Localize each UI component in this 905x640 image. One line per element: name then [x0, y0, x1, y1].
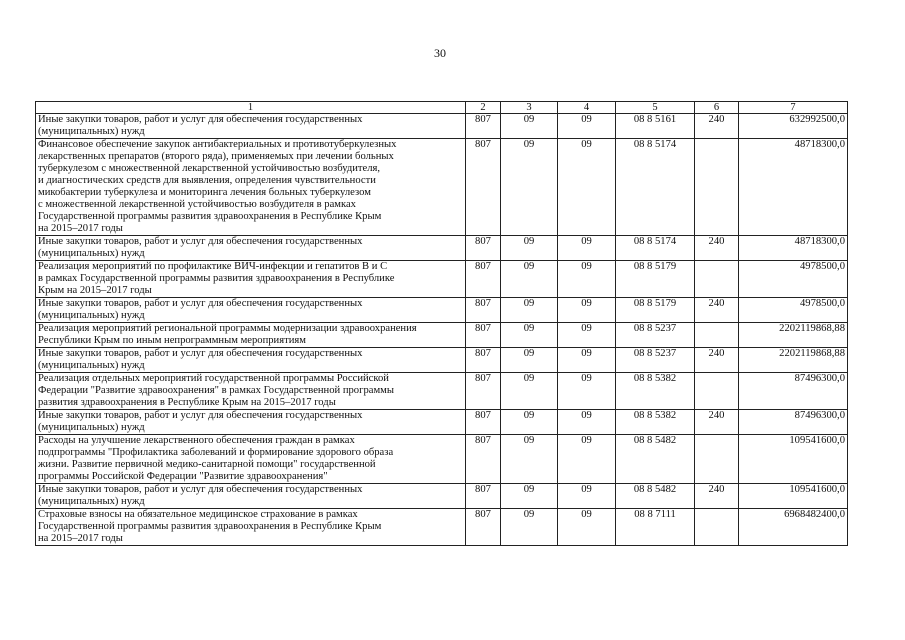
cell-ministry-code: 807 [466, 298, 501, 323]
cell-expense-type: 240 [695, 114, 739, 139]
cell-target-article: 08 8 5382 [616, 373, 695, 410]
cell-description: Страховые взносы на обязательное медицинское страхование в рамках Государственной программы развития здравоохранения в Республике Крым на 2015–2017 годы [36, 509, 466, 546]
cell-section-code: 09 [501, 114, 558, 139]
cell-amount: 632992500,0 [739, 114, 848, 139]
cell-subsection-code: 09 [558, 348, 616, 373]
cell-section-code: 09 [501, 348, 558, 373]
cell-subsection-code: 09 [558, 435, 616, 484]
cell-description: Реализация мероприятий региональной программы модернизации здравоохранения Республики Крым по иным непрограммным мероприятиям [36, 323, 466, 348]
cell-description: Реализация мероприятий по профилактике ВИЧ-инфекции и гепатитов В и С в рамках Государственной программы развития здравоохранения в Республике Крым на 2015–2017 годы [36, 261, 466, 298]
table-row [36, 373, 848, 410]
cell-target-article: 08 8 5161 [616, 114, 695, 139]
cell-subsection-code: 09 [558, 509, 616, 546]
cell-ministry-code: 807 [466, 435, 501, 484]
cell-section-code: 09 [501, 484, 558, 509]
cell-target-article: 08 8 7111 [616, 509, 695, 546]
cell-ministry-code: 807 [466, 509, 501, 546]
cell-amount: 2202119868,88 [739, 323, 848, 348]
header-col-6: 6 [695, 102, 739, 114]
cell-target-article: 08 8 5174 [616, 139, 695, 236]
budget-table [35, 101, 848, 546]
table-row [36, 139, 848, 236]
cell-description: Иные закупки товаров, работ и услуг для обеспечения государственных (муниципальных) нужд [36, 114, 466, 139]
header-col-1: 1 [36, 102, 466, 114]
cell-amount: 109541600,0 [739, 484, 848, 509]
table-row [36, 509, 848, 546]
cell-section-code: 09 [501, 298, 558, 323]
cell-section-code: 09 [501, 236, 558, 261]
cell-description: Реализация отдельных мероприятий государственной программы Российской Федерации "Развитие здравоохранения" в рамках Государственной программы развития здравоохранения в Республике Крым на 2015–2017 годы [36, 373, 466, 410]
cell-subsection-code: 09 [558, 298, 616, 323]
cell-description: Расходы на улучшение лекарственного обеспечения граждан в рамках подпрограммы "Профилактика заболеваний и формирование здорового образа жизни. Развитие первичной медико-санитарной помощи" государственной программы Российской Федерации "Развитие здравоохранения" [36, 435, 466, 484]
header-col-3: 3 [501, 102, 558, 114]
cell-expense-type [695, 323, 739, 348]
cell-target-article: 08 8 5174 [616, 236, 695, 261]
cell-amount: 48718300,0 [739, 139, 848, 236]
cell-description: Иные закупки товаров, работ и услуг для обеспечения государственных (муниципальных) нужд [36, 484, 466, 509]
cell-section-code: 09 [501, 410, 558, 435]
page-number: 30 [434, 46, 446, 60]
cell-expense-type [695, 373, 739, 410]
cell-section-code: 09 [501, 435, 558, 484]
cell-subsection-code: 09 [558, 114, 616, 139]
cell-ministry-code: 807 [466, 261, 501, 298]
cell-description: Иные закупки товаров, работ и услуг для обеспечения государственных (муниципальных) нужд [36, 348, 466, 373]
cell-expense-type: 240 [695, 298, 739, 323]
table-body [36, 114, 848, 546]
cell-description: Финансовое обеспечение закупок антибактериальных и противотуберкулезных лекарственных препаратов (второго ряда), применяемых при лечении больных туберкулезом с множественной лекарственной устойчивостью возбудителя, и диагностических средств для выявления, определения чувствительности микобактерии туберкулеза и мониторинга лечения больных туберкулезом с множественной лекарственной устойчивостью возбудителя в рамках Государственной программы развития здравоохранения в Республике Крым на 2015–2017 годы [36, 139, 466, 236]
table-row [36, 323, 848, 348]
cell-ministry-code: 807 [466, 323, 501, 348]
cell-section-code: 09 [501, 323, 558, 348]
header-col-4: 4 [558, 102, 616, 114]
table-row [36, 435, 848, 484]
cell-amount: 109541600,0 [739, 435, 848, 484]
header-col-7: 7 [739, 102, 848, 114]
cell-amount: 48718300,0 [739, 236, 848, 261]
cell-expense-type [695, 261, 739, 298]
table-row [36, 298, 848, 323]
cell-ministry-code: 807 [466, 348, 501, 373]
header-col-2: 2 [466, 102, 501, 114]
table-row [36, 114, 848, 139]
cell-subsection-code: 09 [558, 261, 616, 298]
cell-description: Иные закупки товаров, работ и услуг для обеспечения государственных (муниципальных) нужд [36, 298, 466, 323]
cell-section-code: 09 [501, 261, 558, 298]
cell-target-article: 08 8 5482 [616, 484, 695, 509]
cell-ministry-code: 807 [466, 114, 501, 139]
cell-description: Иные закупки товаров, работ и услуг для обеспечения государственных (муниципальных) нужд [36, 236, 466, 261]
cell-subsection-code: 09 [558, 323, 616, 348]
cell-section-code: 09 [501, 509, 558, 546]
cell-target-article: 08 8 5237 [616, 323, 695, 348]
cell-subsection-code: 09 [558, 484, 616, 509]
cell-amount: 87496300,0 [739, 373, 848, 410]
cell-description: Иные закупки товаров, работ и услуг для обеспечения государственных (муниципальных) нужд [36, 410, 466, 435]
header-row [36, 102, 848, 114]
cell-subsection-code: 09 [558, 236, 616, 261]
cell-ministry-code: 807 [466, 236, 501, 261]
cell-expense-type: 240 [695, 348, 739, 373]
cell-amount: 4978500,0 [739, 298, 848, 323]
cell-ministry-code: 807 [466, 139, 501, 236]
cell-expense-type: 240 [695, 236, 739, 261]
table-row [36, 236, 848, 261]
cell-expense-type [695, 139, 739, 236]
table-row [36, 410, 848, 435]
cell-target-article: 08 8 5482 [616, 435, 695, 484]
cell-ministry-code: 807 [466, 410, 501, 435]
cell-target-article: 08 8 5382 [616, 410, 695, 435]
cell-expense-type: 240 [695, 484, 739, 509]
cell-expense-type: 240 [695, 410, 739, 435]
cell-target-article: 08 8 5179 [616, 298, 695, 323]
cell-amount: 2202119868,88 [739, 348, 848, 373]
header-col-5: 5 [616, 102, 695, 114]
cell-target-article: 08 8 5237 [616, 348, 695, 373]
cell-amount: 6968482400,0 [739, 509, 848, 546]
cell-amount: 87496300,0 [739, 410, 848, 435]
cell-amount: 4978500,0 [739, 261, 848, 298]
cell-expense-type [695, 435, 739, 484]
cell-section-code: 09 [501, 139, 558, 236]
cell-subsection-code: 09 [558, 373, 616, 410]
table-row [36, 261, 848, 298]
cell-subsection-code: 09 [558, 410, 616, 435]
table-row [36, 348, 848, 373]
cell-expense-type [695, 509, 739, 546]
cell-target-article: 08 8 5179 [616, 261, 695, 298]
table-header [36, 102, 848, 114]
cell-section-code: 09 [501, 373, 558, 410]
cell-subsection-code: 09 [558, 139, 616, 236]
table-row [36, 484, 848, 509]
cell-ministry-code: 807 [466, 484, 501, 509]
cell-ministry-code: 807 [466, 373, 501, 410]
